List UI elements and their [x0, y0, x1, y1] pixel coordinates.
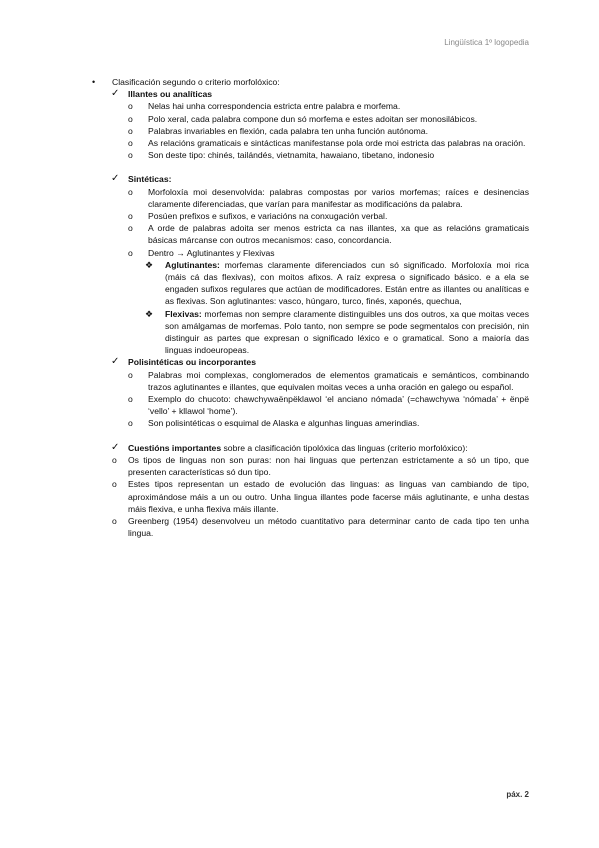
title-line: Clasificación segundo o criterio morfolóxico:	[112, 77, 280, 87]
list-item-text: Son deste tipo: chinés, tailándés, vietnamita, hawaiano, tibetano, indonesio	[148, 150, 435, 161]
section-heading-text: Cuestións importantes	[128, 442, 222, 453]
section-heading	[0, 173, 599, 185]
circle-bullet-icon: o	[128, 101, 133, 112]
list-item	[0, 247, 529, 259]
list-item	[0, 369, 529, 393]
circle-bullet-icon: o	[128, 125, 133, 136]
list-item	[0, 149, 529, 161]
circle-bullet-icon: o	[128, 138, 133, 149]
list-item-text: Estes tipos representan un estado de evolución das linguas: as linguas van cambiando de tipo, aproximándose máis a un ou outro. Unha lingua illantes pode facerse máis aglutinante, e unha destas máis flexiva, e unha flexiva máis illante.	[128, 479, 529, 514]
list-item	[0, 417, 529, 429]
circle-bullet-icon: o	[128, 247, 133, 258]
list-item-text: Morfoloxía moi desenvolvida: palabras compostas por varios morfemas; raíces e desinencias claramente diferenciadas, que varían para manifestar as modificacións da palabra.	[148, 186, 529, 209]
circle-bullet-icon: o	[128, 113, 133, 124]
list-item-text: Polo xeral, cada palabra compone dun só morfema e estes adoitan ser monosilábicos.	[148, 113, 478, 124]
list-item-text: Dentro → Aglutinantes y Flexivas	[148, 247, 275, 258]
list-item-text: Posúen prefixos e sufixos, e variacións na conxugación verbal.	[148, 211, 388, 222]
diamond-bullet-icon: ❖	[145, 259, 154, 270]
list-item-text: As relacións gramaticais e sintácticas manifestanse pola orde moi estricta das palabras na oración.	[148, 138, 526, 149]
checkmark-icon: ✓	[111, 173, 120, 185]
list-item	[0, 454, 529, 478]
section-heading	[0, 88, 599, 100]
term-definition: morfemas non sempre claramente distinguibles uns dos outros, xa que moitas veces son amálgamas de morfemas. Polo tanto, non sempre se pode segmentalos con precisión, nin distinguir as partes que expresan o significado léxico e o gramatical. Sono a maioría das linguas indoeuropeas.	[165, 308, 529, 356]
list-item	[0, 210, 529, 222]
term-label: Flexivas:	[165, 308, 202, 319]
sub-list-item-text	[165, 308, 529, 357]
list-item-text: Palabras invariables en flexión, cada palabra ten unha función autónoma.	[148, 125, 428, 136]
circle-bullet-icon: o	[112, 515, 117, 526]
list-item	[0, 100, 529, 112]
list-item	[0, 478, 529, 515]
checkmark-icon: ✓	[111, 441, 120, 453]
sub-list-item	[0, 259, 529, 308]
list-item	[0, 113, 529, 125]
page-header: Lingüística 1º logopedia	[444, 38, 529, 47]
section-heading	[0, 356, 599, 368]
section-heading-text: Sintéticas:	[128, 174, 172, 185]
list-item-text: A orde de palabras adoita ser menos estricta ca nas illantes, xa que as relacións gramaticais básicas márcanse con outros mecanismos: caso, concordancia.	[148, 223, 529, 246]
circle-bullet-icon: o	[112, 479, 117, 490]
section-heading-text: Illantes ou analíticas	[128, 89, 213, 100]
circle-bullet-icon: o	[112, 454, 117, 465]
circle-bullet-icon: o	[128, 150, 133, 161]
document-body	[0, 76, 599, 539]
circle-bullet-icon: o	[128, 211, 133, 222]
term-label: Aglutinantes:	[165, 259, 220, 270]
list-item-text: Exemplo do chucoto: chawchywaënpëklawol ‘el anciano nómada’ (=chawchywa ‘nómada’ + ënpë ‘vello’ + kllawol ‘home’).	[148, 394, 529, 417]
list-item-text: Palabras moi complexas, conglomerados de elementos gramaticais e semánticos, combinando trazos aglutinantes e illantes, que equivalen moitas veces a unha oración en galego ou español.	[148, 369, 529, 392]
diamond-bullet-icon: ❖	[145, 308, 154, 319]
list-item	[0, 393, 529, 417]
list-item-text: Son polisintéticas o esquimal de Alaska e algunhas linguas amerindias.	[148, 418, 420, 429]
circle-bullet-icon: o	[128, 418, 133, 429]
list-item-text: Os tipos de linguas non son puras: non hai linguas que pertenzan estrictamente a só un tipo, que presenten características só dun tipo.	[128, 454, 529, 478]
list-item-text: Nelas hai unha correspondencia estricta entre palabra e morfema.	[148, 101, 401, 112]
list-item	[0, 125, 529, 137]
circle-bullet-icon: o	[128, 369, 133, 380]
term-definition: morfemas claramente diferenciados cun só significado. Morfoloxía moi rica (máis cá das flexivas), con moitos afixos. A raíz expresa o significado básico. e a ela se engaden sufixos regulares que actúan de modificadores. Están entre as illantes ou analíticas e as flexivas. Son aglutinantes: vasco, húngaro, turco, finés, xaponés, quechua,	[165, 259, 529, 307]
main-bullet	[0, 76, 599, 88]
circle-bullet-icon: o	[128, 394, 133, 405]
list-item	[0, 186, 529, 210]
bullet-icon: •	[92, 77, 96, 87]
list-item-text: Greenberg (1954) desenvolveu un método cuantitativo para determinar canto de cada tipo ten unha lingua.	[128, 515, 529, 539]
section-heading	[0, 442, 529, 454]
section-heading-rest: sobre a clasificación tipolóxica das linguas (criterio morfolóxico):	[221, 442, 468, 453]
section-heading-text: Polisintéticas ou incorporantes	[128, 357, 256, 368]
list-item	[0, 222, 529, 246]
sub-list-item	[0, 308, 529, 357]
circle-bullet-icon: o	[128, 223, 133, 234]
circle-bullet-icon: o	[128, 186, 133, 197]
checkmark-icon: ✓	[111, 356, 120, 368]
list-item	[0, 515, 529, 539]
sub-list-item-text	[165, 259, 529, 308]
page-number: páx. 2	[506, 790, 529, 799]
section-heading-line	[128, 442, 529, 454]
list-item	[0, 137, 529, 149]
checkmark-icon: ✓	[111, 88, 120, 100]
